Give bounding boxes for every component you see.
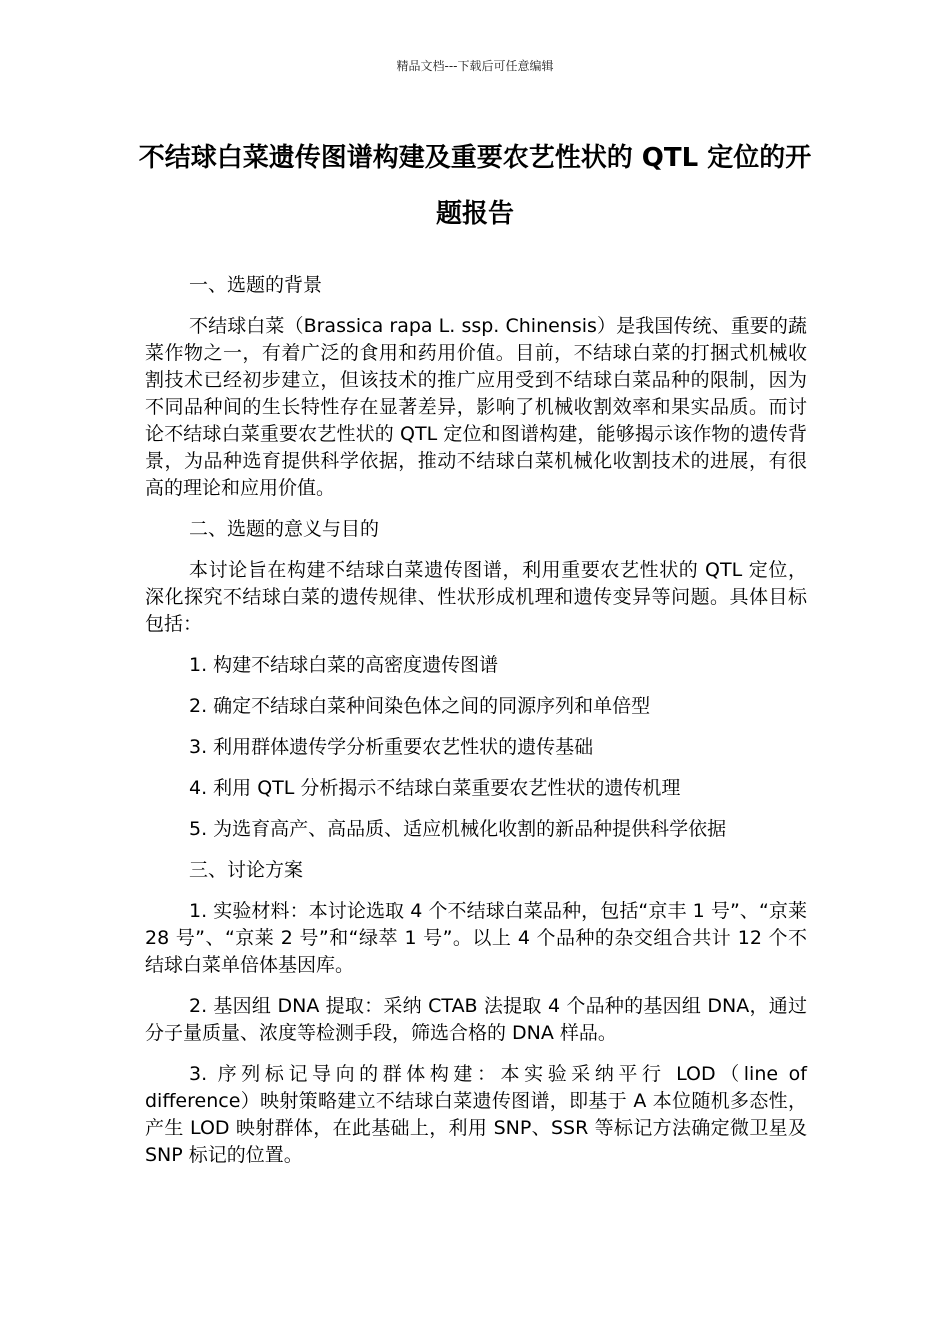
section-heading-plan: 三、讨论方案 [189, 859, 304, 881]
background-paragraph: 不结球白菜（Brassica rapa L. ssp. Chinensis）是我国传统、重要的蔬菜作物之一，有着广泛的食用和药用价值。目前，不结球白菜的打捆式机械收割技术已经初步建立，但该技术的推广应用受到不结球白菜品种的限制，因为不同品种间的生长特性存在显著差异，影响了机械收割效率和果实品质。而讨论不结球白菜重要农艺性状的 QTL 定位和图谱构建，能够揭示该作物的遗传背景，为品种选育提供科学依据，推动不结球白菜机械化收割技术的进展，有很高的理论和应用价值。 [145, 315, 807, 499]
section-heading-background: 一、选题的背景 [189, 274, 323, 296]
significance-paragraph: 本讨论旨在构建不结球白菜遗传图谱，利用重要农艺性状的 QTL 定位，深化探究不结球白菜的遗传规律、性状形成机理和遗传变异等问题。具体目标包括： [145, 559, 807, 635]
goal-item-3: 3. 利用群体遗传学分析重要农艺性状的遗传基础 [189, 736, 594, 758]
goal-item-4: 4. 利用 QTL 分析揭示不结球白菜重要农艺性状的遗传机理 [189, 777, 681, 799]
plan-step-2: 2. 基因组 DNA 提取：采纳 CTAB 法提取 4 个品种的基因组 DNA，通过分子量质量、浓度等检测手段，筛选合格的 DNA 样品。 [145, 995, 807, 1044]
section-heading-significance: 二、选题的意义与目的 [189, 518, 380, 540]
goal-item-5: 5. 为选育高产、高品质、适应机械化收割的新品种提供科学依据 [189, 818, 727, 840]
plan-step-1: 1. 实验材料：本讨论选取 4 个不结球白菜品种，包括“京丰 1 号”、“京莱 28 号”、“京莱 2 号”和“绿萃 1 号”。以上 4 个品种的杂交组合共计 12 个不结球白菜单倍体基因库。 [145, 900, 807, 976]
goal-item-1: 1. 构建不结球白菜的高密度遗传图谱 [189, 654, 499, 676]
document-title: 不结球白菜遗传图谱构建及重要农艺性状的 QTL 定位的开题报告 [138, 143, 812, 229]
goal-item-2: 2. 确定不结球白菜种间染色体之间的同源序列和单倍型 [189, 695, 651, 717]
document-body [145, 272, 807, 1183]
plan-step-3: 3. 序列标记导向的群体构建：本实验采纳平行 LOD（line of difference）映射策略建立不结球白菜遗传图谱，即基于 A 本位随机多态性，产生 LOD 映射群体，在此基础上，利用 SNP、SSR 等标记方法确定微卫星及 SNP 标记的位置。 [145, 1063, 807, 1166]
header-note: 精品文档---下载后可任意编辑 [396, 59, 554, 73]
